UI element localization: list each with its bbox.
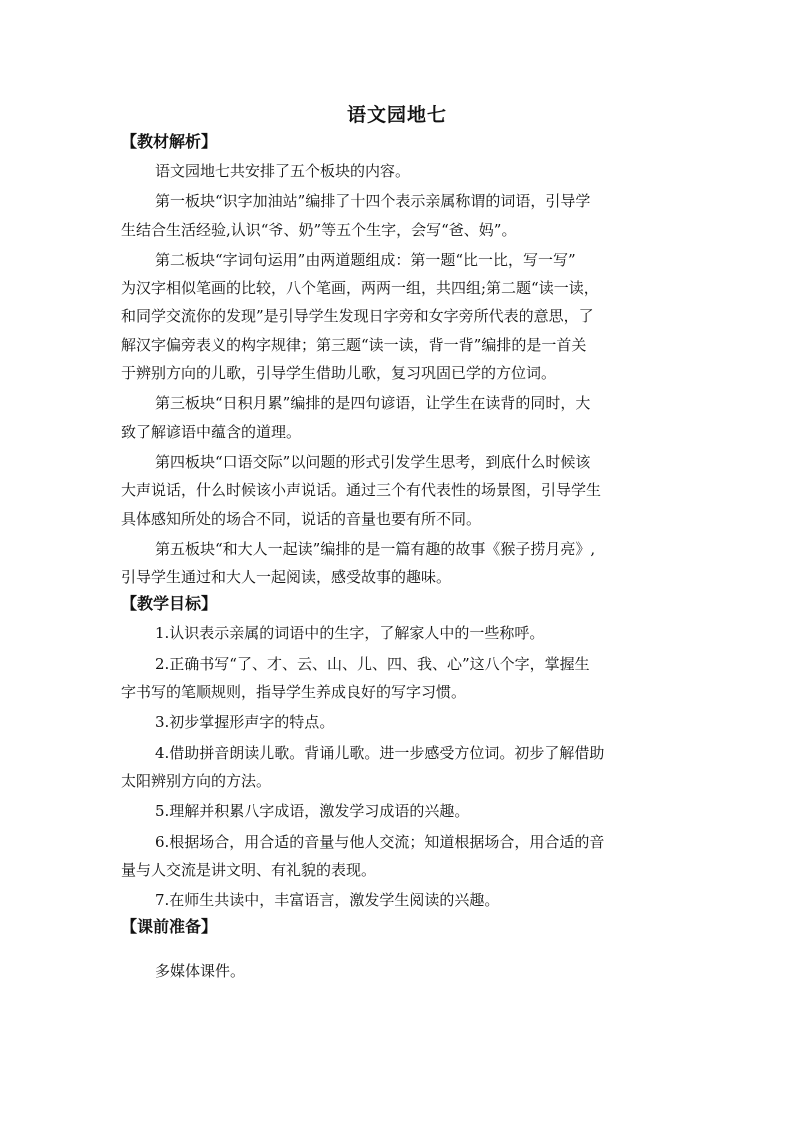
paragraph <box>121 387 673 446</box>
text-line: 解汉字偏旁表义的构字规律；第三题“读一读，背一背”编排的是一首关 <box>121 335 587 354</box>
page-title: 语文园地七 <box>346 104 447 126</box>
text-line: 为汉字相似笔画的比较，八个笔画，两两一组，共四组;第二题“读一读， <box>121 279 599 298</box>
text-line: 量与人交流是讲文明、有礼貌的表现。 <box>121 860 377 879</box>
text-line: 第五板块“和大人一起读”编排的是一篇有趣的故事《猴子捞月亮》, <box>155 539 596 558</box>
text-line: 3.初步掌握形声字的特点。 <box>155 713 335 732</box>
text-line: 2.正确书写“了、才、云、山、儿、四、我、心”这八个字，掌握生 <box>155 654 590 673</box>
paragraph <box>121 185 673 244</box>
paragraph <box>121 446 673 533</box>
text-line: 多媒体课件。 <box>155 962 246 981</box>
text-line: 生结合生活经验,认识“爷、奶”等五个生字，会写“爸、妈”。 <box>121 220 517 239</box>
text-line: 第二板块“字词句运用”由两道题组成：第一题“比一比，写一写” <box>155 250 576 269</box>
paragraph <box>121 533 673 592</box>
text-line: 字书写的笔顺规则，指导学生养成良好的写字习惯。 <box>121 683 467 702</box>
text-line: 和同学交流你的发现”是引导学生发现日字旁和女字旁所代表的意思，了 <box>121 307 594 326</box>
section-heading: 【课前准备】 <box>121 917 218 937</box>
section-heading: 【教学目标】 <box>121 594 218 614</box>
section-preparation <box>121 914 673 985</box>
text-line: 语文园地七共安排了五个板块的内容。 <box>155 162 411 180</box>
text-line: 于辨别方向的儿歌，引导学生借助儿歌，复习巩固已学的方位词。 <box>121 364 557 383</box>
section-textbook-analysis <box>121 129 673 591</box>
paragraph <box>121 648 673 707</box>
text-line: 第三板块“日积月累”编排的是四句谚语，让学生在读背的同时，大 <box>155 394 591 413</box>
text-line: 太阳辨别方向的方法。 <box>121 771 272 790</box>
document-body <box>121 129 673 986</box>
text-line: 第四板块“口语交际”以问题的形式引发学生思考，到底什么时候该 <box>155 452 591 471</box>
text-line: 5.理解并积累八字成语，激发学习成语的兴趣。 <box>155 802 470 821</box>
text-line: 大声说话，什么时候该小声说话。通过三个有代表性的场景图，引导学生 <box>121 481 602 500</box>
paragraph <box>121 617 673 647</box>
paragraph <box>121 826 673 885</box>
text-line: 6.根据场合，用合适的音量与他人交流；知道根据场合，用合适的音 <box>155 832 605 851</box>
paragraph <box>121 795 673 825</box>
paragraph <box>121 737 673 796</box>
paragraph <box>121 940 673 985</box>
text-line: 7.在师生共读中，丰富语言，激发学生阅读的兴趣。 <box>155 891 500 910</box>
text-line: 4.借助拼音朗读儿歌。背诵儿歌。进一步感受方位词。初步了解借助 <box>155 743 605 762</box>
text-line: 1.认识表示亲属的词语中的生字，了解家人中的一些称呼。 <box>155 624 545 643</box>
text-line: 致了解谚语中蕴含的道理。 <box>121 422 302 441</box>
section-heading: 【教材解析】 <box>121 132 218 151</box>
paragraph <box>121 884 673 914</box>
text-line: 具体感知所处的场合不同，说话的音量也要有所不同。 <box>121 509 482 528</box>
paragraph <box>121 244 673 387</box>
paragraph <box>121 706 673 736</box>
text-line: 引导学生通过和大人一起阅读，感受故事的趣味。 <box>121 568 452 587</box>
section-teaching-goals <box>121 591 673 914</box>
paragraph <box>121 155 673 185</box>
text-line: 第一板块“识字加油站”编排了十四个表示亲属称谓的词语，引导学 <box>155 192 591 211</box>
